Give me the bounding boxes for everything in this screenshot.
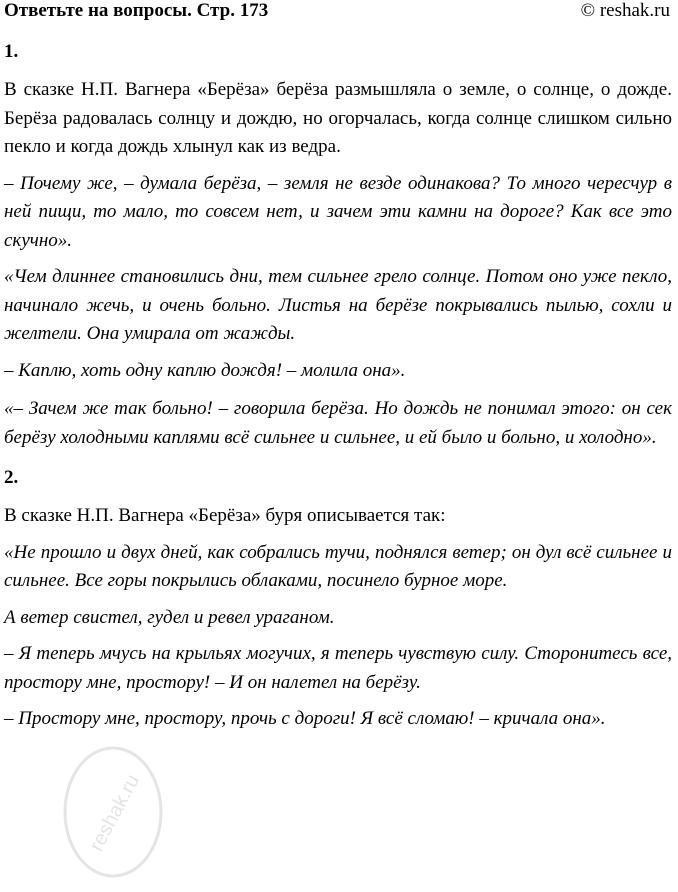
watermark-logo xyxy=(58,742,168,882)
quote-paragraph: «Не прошло и двух дней, как собрались тучи, поднялся ветер; он дул всё сильнее и сильнее. Все горы покрылись облаками, посинело бурное море. xyxy=(4,541,672,591)
paragraph: В сказке Н.П. Вагнера «Берёза» берёза размышляла о земле, о солнце, о дожде. Берёза радовалась солнцу и дождю, но огорчалась, когда солнце слишком сильно пекло и когда дождь хлынул как из ведра. xyxy=(4,79,672,157)
quote-paragraph: «Чем длиннее становились дни, тем сильнее грело солнце. Потом оно уже пекло, начинало жечь, и очень больно. Листья на берёзе покрывались пылью, сохли и желтели. Она умирала от жажды. xyxy=(4,266,672,344)
site-credit: © reshak.ru xyxy=(580,0,670,21)
page-header xyxy=(0,0,678,26)
paragraph: В сказке Н.П. Вагнера «Берёза» буря описывается так: xyxy=(4,505,446,526)
quote-paragraph: – Каплю, хоть одну каплю дождя! – молила она». xyxy=(4,359,406,381)
svg-text:reshak.ru: reshak.ru xyxy=(85,770,145,855)
page-title: Ответьте на вопросы. Стр. 173 xyxy=(4,0,269,21)
quote-paragraph: А ветер свистел, гудел и ревел ураганом. xyxy=(4,606,335,628)
answer-content xyxy=(4,38,672,734)
section-number: 1. xyxy=(4,41,19,62)
quote-paragraph: «– Зачем же так больно! – говорила берёза. Но дождь не понимал этого: он сек берёзу холодными каплями всё сильнее и сильнее, и ей было и больно, и холодно». xyxy=(4,398,672,448)
quote-paragraph: – Почему же, – думала берёза, – земля не везде одинакова? То много чересчур в ней пищи, то мало, то совсем нет, и зачем эти камни на дороге? Как все это скучно». xyxy=(4,172,672,251)
quote-paragraph: – Простору мне, простору, прочь с дороги! Я всё сломаю! – кричала она». xyxy=(4,708,606,729)
section-number: 2. xyxy=(4,467,19,488)
quote-paragraph: – Я теперь мчусь на крыльях могучих, я теперь чувствую силу. Сторонитесь все, простору мне, простору! – И он налетел на берёзу. xyxy=(4,643,672,693)
